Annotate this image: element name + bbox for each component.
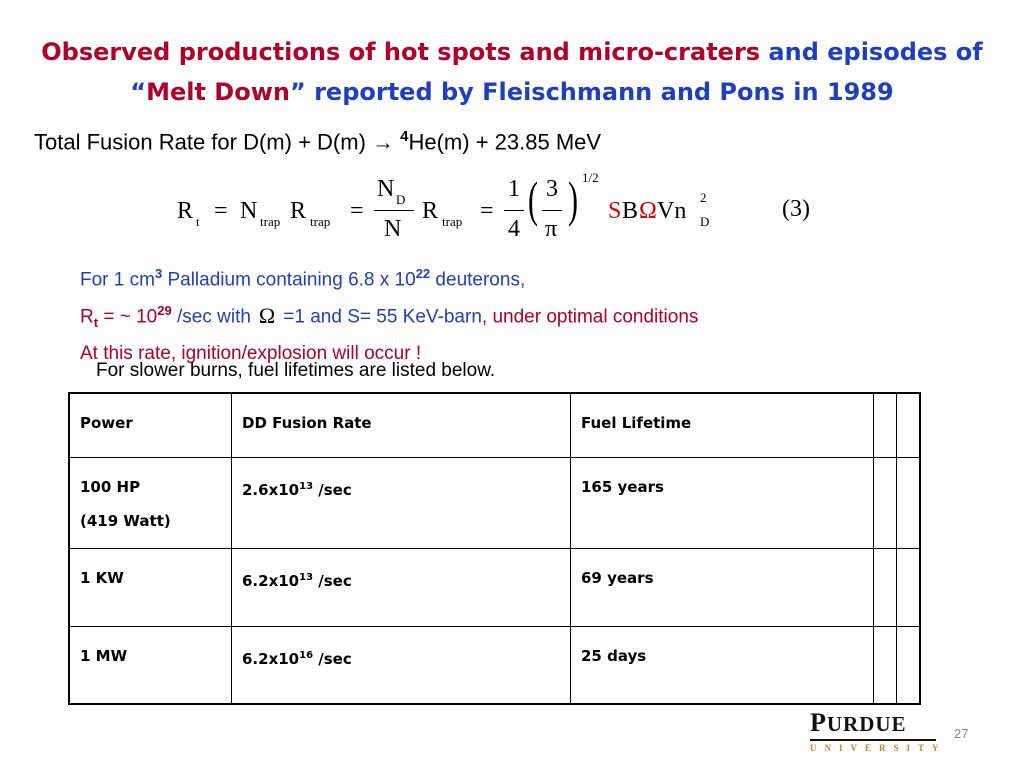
info-line-2	[80, 295, 698, 338]
info-line-1-a: For 1 cm	[80, 269, 155, 291]
header-power: Power	[69, 393, 232, 457]
eq-four: 4	[508, 216, 520, 242]
table-row	[69, 548, 920, 626]
eq-right-paren: )	[568, 171, 578, 227]
eq-left-paren: (	[528, 171, 538, 227]
slide-title	[0, 32, 1024, 112]
empty-cell	[874, 457, 897, 548]
info-line-1-sup-1: 3	[154, 266, 163, 281]
eq-N: N	[240, 198, 258, 224]
info-line-1-sup-2: 22	[415, 266, 431, 281]
eq-denominator-N: N	[384, 216, 402, 242]
eq-numerator-N: N	[377, 176, 395, 202]
cell-lifetime: 69 years	[571, 548, 874, 626]
header-fusion-rate: DD Fusion Rate	[232, 393, 571, 457]
cell-rate	[232, 626, 571, 704]
rate-base: 2.6x10	[242, 480, 300, 499]
table-row	[69, 457, 920, 548]
cell-power	[69, 457, 232, 548]
eq-t-subscript: t	[196, 214, 200, 229]
logo-wordmark	[810, 708, 947, 739]
eq-fraction-bar-1	[374, 210, 414, 211]
cell-lifetime: 25 days	[571, 626, 874, 704]
info-line-2-sub: t	[93, 315, 99, 331]
header-fuel-lifetime: Fuel Lifetime	[571, 393, 874, 457]
logo-university: UNIVERSITY	[810, 743, 947, 753]
cell-power: 1 MW	[69, 626, 232, 704]
eq-S: S	[608, 198, 622, 224]
eq-Vn: Vn	[657, 198, 687, 224]
empty-column-1	[874, 393, 897, 457]
eq-trap-subscript-2: trap	[310, 214, 331, 229]
info-line-2-sup: 29	[157, 303, 172, 319]
eq-numerator-D: D	[396, 192, 406, 207]
eq-exponent: 1/2	[582, 170, 599, 185]
rate-unit: /sec	[313, 649, 352, 668]
info-line-2-b: /sec with	[171, 306, 251, 328]
info-line-1-b: Palladium containing 6.8 x 10	[162, 269, 416, 291]
page-number: 27	[954, 726, 969, 741]
logo-rest-letters: URDUE	[826, 712, 907, 736]
eq-equals-1: =	[214, 198, 228, 224]
power-value: 100 HP	[80, 477, 141, 496]
rate-unit: /sec	[313, 571, 352, 590]
power-watts: (419 Watt)	[80, 511, 171, 530]
cell-rate	[232, 457, 571, 548]
eq-fraction-bar-3	[542, 210, 562, 211]
reaction-mass-number: 4	[400, 128, 409, 145]
eq-R-2: R	[290, 198, 307, 224]
rate-unit: /sec	[313, 480, 352, 499]
empty-cell	[897, 548, 921, 626]
omega-symbol: Ω	[258, 302, 276, 328]
eq-pi: π	[545, 216, 558, 242]
eq-trap-subscript-1: trap	[260, 214, 281, 229]
empty-cell	[874, 626, 897, 704]
reaction-prefix: Total Fusion Rate for D(m) + D(m) →	[34, 129, 401, 155]
reaction-suffix: He(m) + 23.85 MeV	[408, 129, 602, 155]
info-line-2-c: =1 and S= 55 KeV-barn	[283, 306, 482, 328]
logo-divider	[810, 739, 936, 741]
eq-one: 1	[508, 176, 520, 202]
empty-cell	[897, 626, 921, 704]
eq-fraction-bar-2	[504, 210, 524, 211]
title-part-4: ” reported by Fleischmann and Pons in 1989	[289, 78, 894, 106]
eq-omega: Ω	[639, 198, 657, 224]
eq-R: R	[177, 198, 194, 224]
title-part-1: Observed productions of hot spots and micro-craters	[41, 38, 761, 66]
fuel-lifetime-note: For slower burns, fuel lifetimes are listed below.	[96, 360, 496, 381]
fuel-lifetime-table	[68, 392, 921, 705]
info-line-3: At this rate, ignition/explosion will occur !	[80, 343, 422, 365]
fusion-rate-equation	[172, 166, 732, 256]
cell-lifetime: 165 years	[571, 457, 874, 548]
info-line-1	[80, 258, 698, 295]
title-part-2: and episodes of “	[130, 38, 983, 106]
info-line-2-R: R	[80, 306, 94, 328]
cell-power: 1 KW	[69, 548, 232, 626]
empty-cell	[874, 548, 897, 626]
equation-number: (3)	[782, 196, 810, 222]
eq-R-3: R	[422, 198, 439, 224]
empty-column-2	[897, 393, 921, 457]
cell-rate	[232, 548, 571, 626]
eq-equals-3: =	[480, 198, 494, 224]
info-line-2-d: , under optimal conditions	[481, 306, 699, 328]
table-header-row	[69, 393, 920, 457]
title-part-3: Melt Down	[146, 78, 290, 106]
eq-three: 3	[546, 176, 558, 202]
rate-base: 6.2x10	[242, 571, 300, 590]
empty-cell	[897, 457, 921, 548]
eq-B: B	[622, 198, 639, 224]
fusion-reaction-line	[34, 128, 601, 155]
rate-exponent: 16	[299, 649, 314, 661]
info-line-1-c: deuterons,	[430, 269, 526, 291]
eq-n-subscript: D	[700, 214, 710, 229]
eq-equals-2: =	[350, 198, 364, 224]
logo-first-letter: P	[810, 708, 827, 737]
purdue-logo	[810, 708, 947, 753]
palladium-info	[80, 258, 698, 369]
eq-trap-subscript-3: trap	[442, 214, 463, 229]
rate-base: 6.2x10	[242, 649, 300, 668]
info-line-2-a: = ~ 10	[98, 306, 158, 328]
table-row	[69, 626, 920, 704]
eq-n-exponent: 2	[700, 190, 707, 205]
rate-exponent: 13	[299, 480, 314, 492]
rate-exponent: 13	[299, 571, 314, 583]
